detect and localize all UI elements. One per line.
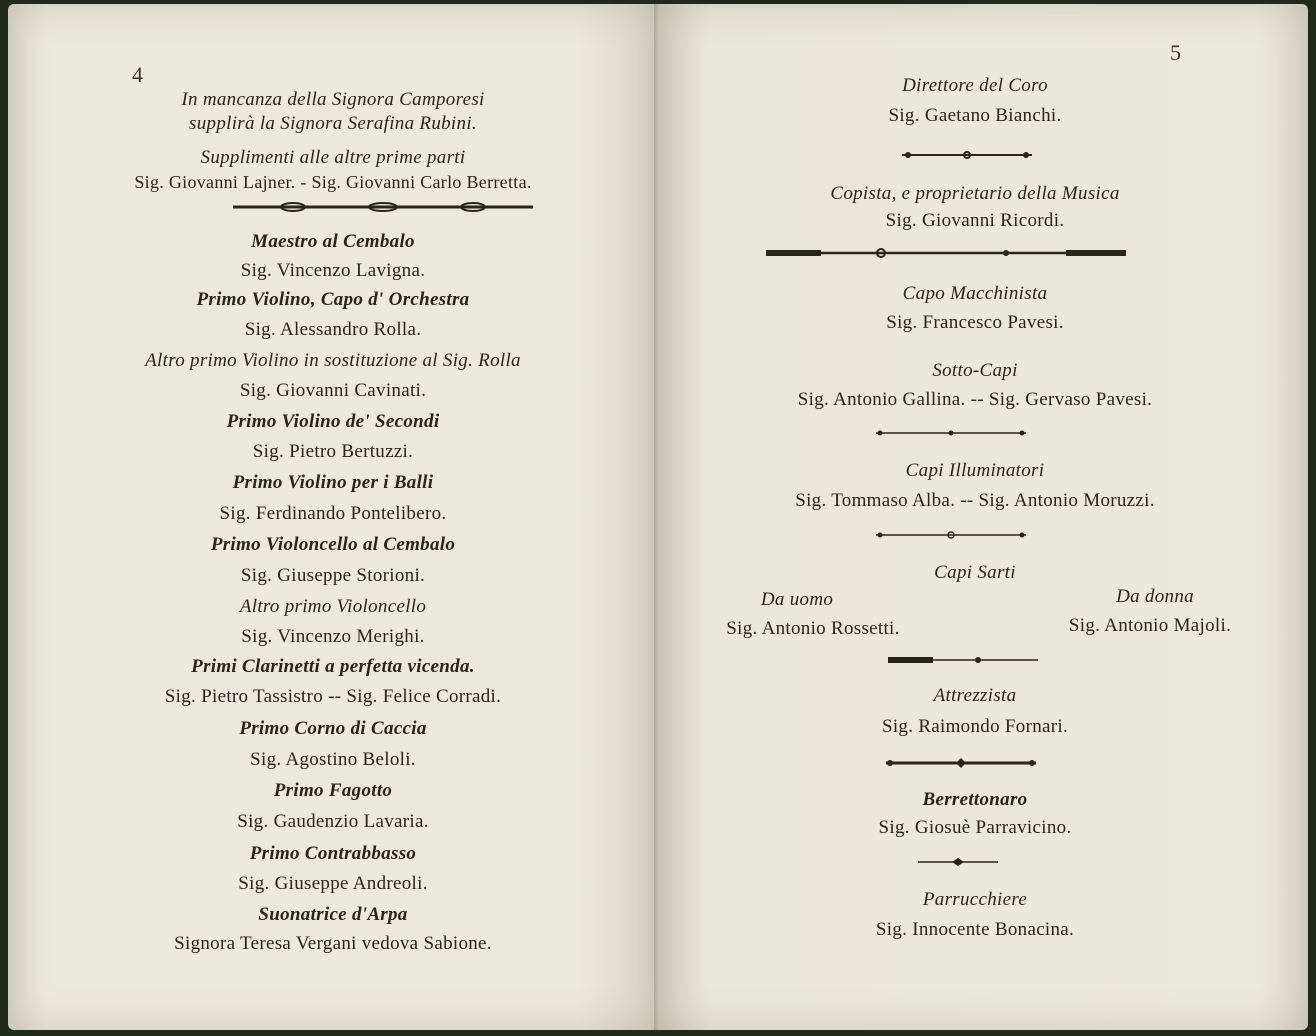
name-line: Sig. Antonio Rossetti. xyxy=(726,618,900,639)
name-line: Sig. Francesco Pavesi. xyxy=(886,312,1064,333)
right-page xyxy=(658,4,1308,1030)
ornament-divider xyxy=(766,248,1126,258)
role-title: Parrucchiere xyxy=(922,889,1028,910)
role-title: Primo Contrabbasso xyxy=(249,843,417,864)
page-number: 5 xyxy=(1170,40,1181,65)
name-line: Sig. Raimondo Fornari. xyxy=(881,716,1069,737)
role-title: Copista, e proprietario della Musica xyxy=(830,183,1120,204)
ornament-divider xyxy=(902,150,1032,160)
role-title: Primi Clarinetti a perfetta vicenda. xyxy=(191,656,475,677)
name-line: Sig. Ferdinando Pontelibero. xyxy=(219,503,447,524)
name-line: Sig. Tommaso Alba. -- Sig. Antonio Moruzzi. xyxy=(795,490,1155,511)
role-title: Altro primo Violino in sostituzione al Sig. Rolla xyxy=(145,350,521,371)
name-line: Sig. Gaudenzio Lavaria. xyxy=(237,811,429,832)
left-page xyxy=(8,4,658,1030)
role-title: Berrettonaro xyxy=(922,789,1028,810)
role-title: Suonatrice d'Arpa xyxy=(258,904,408,925)
sub-role-label: Da uomo xyxy=(760,589,834,610)
role-title: Primo Corno di Caccia xyxy=(239,718,427,739)
name-line: Sig. Giovanni Ricordi. xyxy=(885,210,1065,231)
sub-role-label: Da donna xyxy=(1116,586,1194,607)
name-line: Sig. Giovanni Cavinati. xyxy=(239,380,427,401)
ornament-divider xyxy=(886,758,1036,768)
role-title: Primo Fagotto xyxy=(273,780,393,801)
ornament-divider xyxy=(876,530,1026,540)
role-title: Primo Violino per i Balli xyxy=(232,472,434,493)
role-title: Primo Violoncello al Cembalo xyxy=(210,534,456,555)
name-line: Sig. Pietro Tassistro -- Sig. Felice Corradi. xyxy=(164,686,502,707)
name-line: Sig. Pietro Bertuzzi. xyxy=(252,441,414,462)
name-line: Sig. Innocente Bonacina. xyxy=(875,919,1075,940)
role-title: Primo Violino, Capo d' Orchestra xyxy=(196,289,470,310)
role-title: Primo Violino de' Secondi xyxy=(226,411,440,432)
name-line: Sig. Alessandro Rolla. xyxy=(244,319,422,340)
name-line: Sig. Vincenzo Lavigna. xyxy=(240,260,426,281)
ornament-divider xyxy=(888,655,1038,665)
name-line: Sig. Gaetano Bianchi. xyxy=(888,105,1062,126)
ornament-divider xyxy=(876,428,1026,438)
name-line: Signora Teresa Vergani vedova Sabione. xyxy=(174,933,492,954)
role-title: Sotto-Capi xyxy=(932,360,1018,381)
role-title: Capi Illuminatori xyxy=(905,460,1045,481)
role-line: supplirà la Signora Serafina Rubini. xyxy=(189,113,477,134)
ornament-divider xyxy=(918,857,998,867)
name-line: Sig. Antonio Gallina. -- Sig. Gervaso Pavesi. xyxy=(797,389,1153,410)
name-line: Sig. Agostino Beloli. xyxy=(250,749,416,770)
name-line: Sig. Giovanni Lajner. - Sig. Giovanni Carlo Berretta. xyxy=(134,172,532,192)
page-number: 4 xyxy=(132,62,143,87)
role-title: Altro primo Violoncello xyxy=(239,596,427,617)
ornament-divider xyxy=(233,202,533,212)
name-line: Sig. Antonio Majoli. xyxy=(1068,615,1232,636)
role-title: Supplimenti alle altre prime parti xyxy=(200,147,466,168)
name-line: Sig. Giuseppe Andreoli. xyxy=(238,873,428,894)
role-line: In mancanza della Signora Camporesi xyxy=(181,89,485,110)
role-title: Capo Macchinista xyxy=(902,283,1048,304)
name-line: Sig. Giosuè Parravicino. xyxy=(878,817,1072,838)
role-title: Capi Sarti xyxy=(934,562,1016,583)
name-line: Sig. Vincenzo Merighi. xyxy=(241,626,425,647)
role-title: Attrezzista xyxy=(933,685,1017,706)
role-title: Maestro al Cembalo xyxy=(251,231,415,252)
name-line: Sig. Giuseppe Storioni. xyxy=(240,565,426,586)
role-title: Direttore del Coro xyxy=(902,75,1048,96)
